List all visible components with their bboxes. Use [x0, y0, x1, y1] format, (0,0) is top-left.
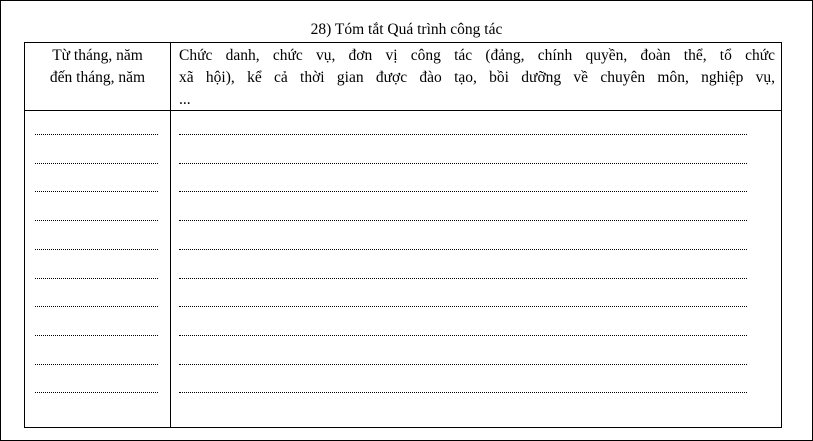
column-header-position-line: xã hội), kể cả thời gian được đào tạo, bồi dưỡng về chuyên môn, nghiệp vụ, [179, 69, 775, 86]
period-entry-line[interactable] [35, 249, 158, 250]
position-entry-line[interactable] [179, 392, 747, 393]
column-header-period-line: đến tháng, năm [49, 69, 146, 86]
position-entry-line[interactable] [179, 306, 747, 307]
period-entry-line[interactable] [35, 364, 158, 365]
period-entry-line[interactable] [35, 392, 158, 393]
position-entry-line[interactable] [179, 134, 747, 135]
column-header-position-line: Chức danh, chức vụ, đơn vị công tác (đảng, chính quyền, đoàn thể, tổ chức [179, 47, 775, 64]
period-entry-line[interactable] [35, 278, 158, 279]
work-history-table [24, 42, 782, 428]
position-entry-line[interactable] [179, 220, 747, 221]
period-entry-line[interactable] [35, 306, 158, 307]
position-entry-line[interactable] [179, 278, 747, 279]
period-entry-line[interactable] [35, 220, 158, 221]
position-entry-line[interactable] [179, 249, 747, 250]
position-entry-line[interactable] [179, 163, 747, 164]
column-header-position [179, 45, 775, 111]
column-header-position-line: ... [179, 91, 191, 108]
column-divider [170, 43, 171, 427]
position-entry-line[interactable] [179, 191, 747, 192]
column-header-period [25, 45, 170, 89]
period-entry-line[interactable] [35, 191, 158, 192]
position-entry-line[interactable] [179, 364, 747, 365]
column-header-period-line: Từ tháng, năm [52, 47, 143, 64]
position-entry-line[interactable] [179, 335, 747, 336]
period-entry-line[interactable] [35, 335, 158, 336]
period-entry-line[interactable] [35, 134, 158, 135]
section-title: 28) Tóm tắt Quá trình công tác [310, 21, 503, 38]
period-entry-line[interactable] [35, 163, 158, 164]
